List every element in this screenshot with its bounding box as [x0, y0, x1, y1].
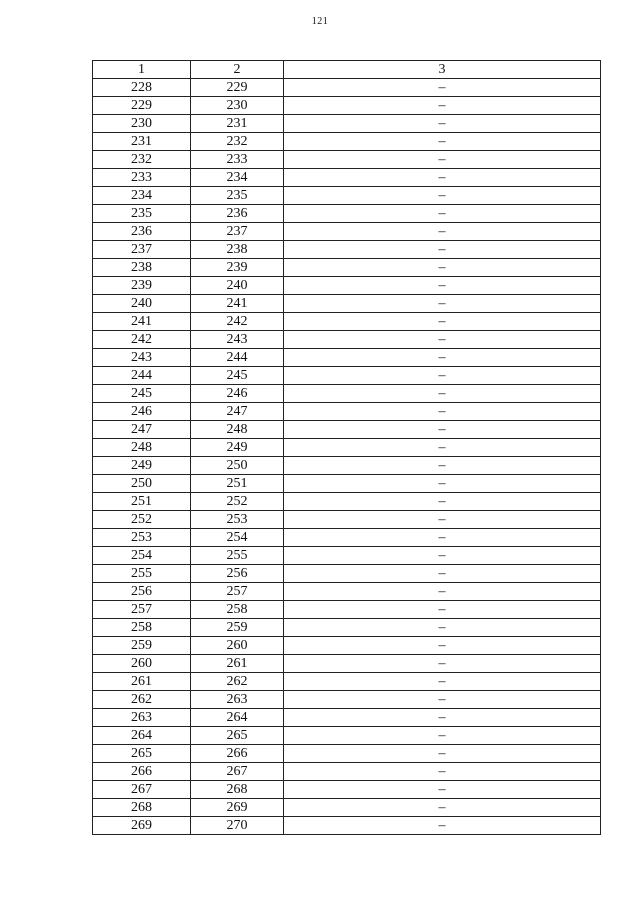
table-cell-col-2: 236	[191, 205, 284, 223]
table-row	[93, 277, 601, 295]
table-cell-col-3: –	[284, 349, 601, 367]
table-cell-col-2: 260	[191, 637, 284, 655]
table-cell-col-1: 258	[93, 619, 191, 637]
table-cell-col-2: 251	[191, 475, 284, 493]
table-cell-col-2: 250	[191, 457, 284, 475]
table-row	[93, 655, 601, 673]
table-cell-col-3: –	[284, 727, 601, 745]
table-row	[93, 637, 601, 655]
table-cell-col-2: 268	[191, 781, 284, 799]
table-cell-col-2: 266	[191, 745, 284, 763]
table-cell-col-3: –	[284, 367, 601, 385]
table-cell-col-1: 257	[93, 601, 191, 619]
table-cell-col-3: –	[284, 601, 601, 619]
table-cell-col-3: –	[284, 673, 601, 691]
table-cell-col-3: –	[284, 259, 601, 277]
table-cell-col-2: 245	[191, 367, 284, 385]
table-cell-col-2: 229	[191, 79, 284, 97]
table-cell-col-1: 236	[93, 223, 191, 241]
table-row	[93, 79, 601, 97]
table-row	[93, 799, 601, 817]
table-row	[93, 691, 601, 709]
table-cell-col-3: –	[284, 781, 601, 799]
table-cell-col-1: 230	[93, 115, 191, 133]
table-cell-col-1: 248	[93, 439, 191, 457]
table-cell-col-3: –	[284, 763, 601, 781]
table-cell-col-3: –	[284, 295, 601, 313]
table-cell-col-1: 229	[93, 97, 191, 115]
table-cell-col-1: 242	[93, 331, 191, 349]
table-cell-col-1: 244	[93, 367, 191, 385]
table-cell-col-2: 241	[191, 295, 284, 313]
table-cell-col-2: 253	[191, 511, 284, 529]
table-cell-col-3: –	[284, 241, 601, 259]
table-row	[93, 529, 601, 547]
table-cell-col-1: 251	[93, 493, 191, 511]
table-cell-col-1: 254	[93, 547, 191, 565]
table-row	[93, 97, 601, 115]
table-row	[93, 475, 601, 493]
table-cell-col-3: –	[284, 313, 601, 331]
table-cell-col-2: 270	[191, 817, 284, 835]
table-cell-col-1: 259	[93, 637, 191, 655]
table-row	[93, 403, 601, 421]
table-cell-col-1: 260	[93, 655, 191, 673]
table-cell-col-3: –	[284, 511, 601, 529]
table-cell-col-3: –	[284, 799, 601, 817]
table-cell-col-2: 248	[191, 421, 284, 439]
column-header-3: 3	[284, 61, 601, 79]
table-cell-col-2: 231	[191, 115, 284, 133]
table-row	[93, 457, 601, 475]
table-cell-col-2: 269	[191, 799, 284, 817]
table-cell-col-1: 245	[93, 385, 191, 403]
table-cell-col-1: 253	[93, 529, 191, 547]
table-cell-col-3: –	[284, 619, 601, 637]
table-row	[93, 781, 601, 799]
table-cell-col-1: 234	[93, 187, 191, 205]
table-cell-col-1: 264	[93, 727, 191, 745]
table-row	[93, 259, 601, 277]
table-cell-col-2: 265	[191, 727, 284, 745]
table-cell-col-1: 241	[93, 313, 191, 331]
table-row	[93, 115, 601, 133]
table-cell-col-3: –	[284, 655, 601, 673]
table-cell-col-1: 250	[93, 475, 191, 493]
table-cell-col-1: 247	[93, 421, 191, 439]
table-row	[93, 367, 601, 385]
table-cell-col-1: 267	[93, 781, 191, 799]
table-row	[93, 583, 601, 601]
table-row	[93, 295, 601, 313]
table-row	[93, 619, 601, 637]
table-cell-col-1: 263	[93, 709, 191, 727]
table-cell-col-3: –	[284, 709, 601, 727]
table-cell-col-2: 256	[191, 565, 284, 583]
table-cell-col-3: –	[284, 187, 601, 205]
table-cell-col-3: –	[284, 457, 601, 475]
table-cell-col-3: –	[284, 565, 601, 583]
table-cell-col-2: 257	[191, 583, 284, 601]
table-row	[93, 763, 601, 781]
table-cell-col-2: 255	[191, 547, 284, 565]
table-cell-col-2: 233	[191, 151, 284, 169]
table-cell-col-2: 242	[191, 313, 284, 331]
table-cell-col-1: 249	[93, 457, 191, 475]
table-cell-col-1: 237	[93, 241, 191, 259]
table-row	[93, 547, 601, 565]
table-cell-col-3: –	[284, 691, 601, 709]
table-row	[93, 421, 601, 439]
table-row	[93, 439, 601, 457]
table-cell-col-1: 232	[93, 151, 191, 169]
table-cell-col-3: –	[284, 151, 601, 169]
table-cell-col-2: 234	[191, 169, 284, 187]
page-number: 121	[311, 16, 329, 27]
table-cell-col-3: –	[284, 331, 601, 349]
table-cell-col-3: –	[284, 637, 601, 655]
table-cell-col-3: –	[284, 403, 601, 421]
table-cell-col-1: 269	[93, 817, 191, 835]
table-cell-col-3: –	[284, 277, 601, 295]
table-cell-col-3: –	[284, 421, 601, 439]
table-cell-col-1: 240	[93, 295, 191, 313]
table-cell-col-1: 266	[93, 763, 191, 781]
data-table	[92, 60, 601, 835]
table-row	[93, 745, 601, 763]
table-row	[93, 709, 601, 727]
table-body	[93, 61, 601, 835]
table-cell-col-2: 267	[191, 763, 284, 781]
table-cell-col-2: 254	[191, 529, 284, 547]
table-row	[93, 331, 601, 349]
table-cell-col-2: 238	[191, 241, 284, 259]
table-cell-col-2: 264	[191, 709, 284, 727]
table-row	[93, 601, 601, 619]
table-cell-col-2: 252	[191, 493, 284, 511]
table-row	[93, 349, 601, 367]
table-cell-col-2: 259	[191, 619, 284, 637]
column-header-1: 1	[93, 61, 191, 79]
table-row	[93, 673, 601, 691]
table-row	[93, 241, 601, 259]
table-row	[93, 565, 601, 583]
table-cell-col-2: 240	[191, 277, 284, 295]
table-cell-col-1: 231	[93, 133, 191, 151]
table-row	[93, 187, 601, 205]
table-row	[93, 493, 601, 511]
table-cell-col-2: 232	[191, 133, 284, 151]
table-cell-col-1: 235	[93, 205, 191, 223]
table-cell-col-1: 252	[93, 511, 191, 529]
table-cell-col-1: 265	[93, 745, 191, 763]
table-row	[93, 313, 601, 331]
table-cell-col-3: –	[284, 745, 601, 763]
table-cell-col-3: –	[284, 79, 601, 97]
table-cell-col-2: 262	[191, 673, 284, 691]
table-cell-col-1: 268	[93, 799, 191, 817]
table-cell-col-3: –	[284, 583, 601, 601]
table-cell-col-3: –	[284, 97, 601, 115]
table-cell-col-1: 239	[93, 277, 191, 295]
table-row	[93, 817, 601, 835]
table-cell-col-2: 237	[191, 223, 284, 241]
table-cell-col-2: 239	[191, 259, 284, 277]
table-row	[93, 151, 601, 169]
column-header-2: 2	[191, 61, 284, 79]
table-cell-col-1: 261	[93, 673, 191, 691]
table-row	[93, 727, 601, 745]
table-cell-col-1: 262	[93, 691, 191, 709]
table-cell-col-2: 235	[191, 187, 284, 205]
table-cell-col-3: –	[284, 385, 601, 403]
table-cell-col-1: 243	[93, 349, 191, 367]
table-cell-col-2: 244	[191, 349, 284, 367]
table-cell-col-3: –	[284, 529, 601, 547]
table-cell-col-2: 249	[191, 439, 284, 457]
table-cell-col-2: 261	[191, 655, 284, 673]
table-cell-col-2: 243	[191, 331, 284, 349]
table-cell-col-3: –	[284, 439, 601, 457]
table-cell-col-1: 256	[93, 583, 191, 601]
table-cell-col-1: 233	[93, 169, 191, 187]
table-cell-col-1: 238	[93, 259, 191, 277]
table-row	[93, 169, 601, 187]
table-row	[93, 205, 601, 223]
table-cell-col-3: –	[284, 223, 601, 241]
table-cell-col-2: 230	[191, 97, 284, 115]
table-cell-col-3: –	[284, 115, 601, 133]
table-cell-col-3: –	[284, 817, 601, 835]
table-cell-col-3: –	[284, 547, 601, 565]
table-row	[93, 511, 601, 529]
table-cell-col-3: –	[284, 169, 601, 187]
table-cell-col-2: 247	[191, 403, 284, 421]
table-cell-col-2: 263	[191, 691, 284, 709]
table-cell-col-1: 228	[93, 79, 191, 97]
table-cell-col-3: –	[284, 475, 601, 493]
table-cell-col-3: –	[284, 133, 601, 151]
table-row	[93, 385, 601, 403]
table-cell-col-3: –	[284, 205, 601, 223]
table-cell-col-1: 246	[93, 403, 191, 421]
table-row	[93, 223, 601, 241]
table-row	[93, 133, 601, 151]
table-cell-col-3: –	[284, 493, 601, 511]
table-cell-col-2: 246	[191, 385, 284, 403]
table-header-row	[93, 61, 601, 79]
table-cell-col-2: 258	[191, 601, 284, 619]
table-cell-col-1: 255	[93, 565, 191, 583]
